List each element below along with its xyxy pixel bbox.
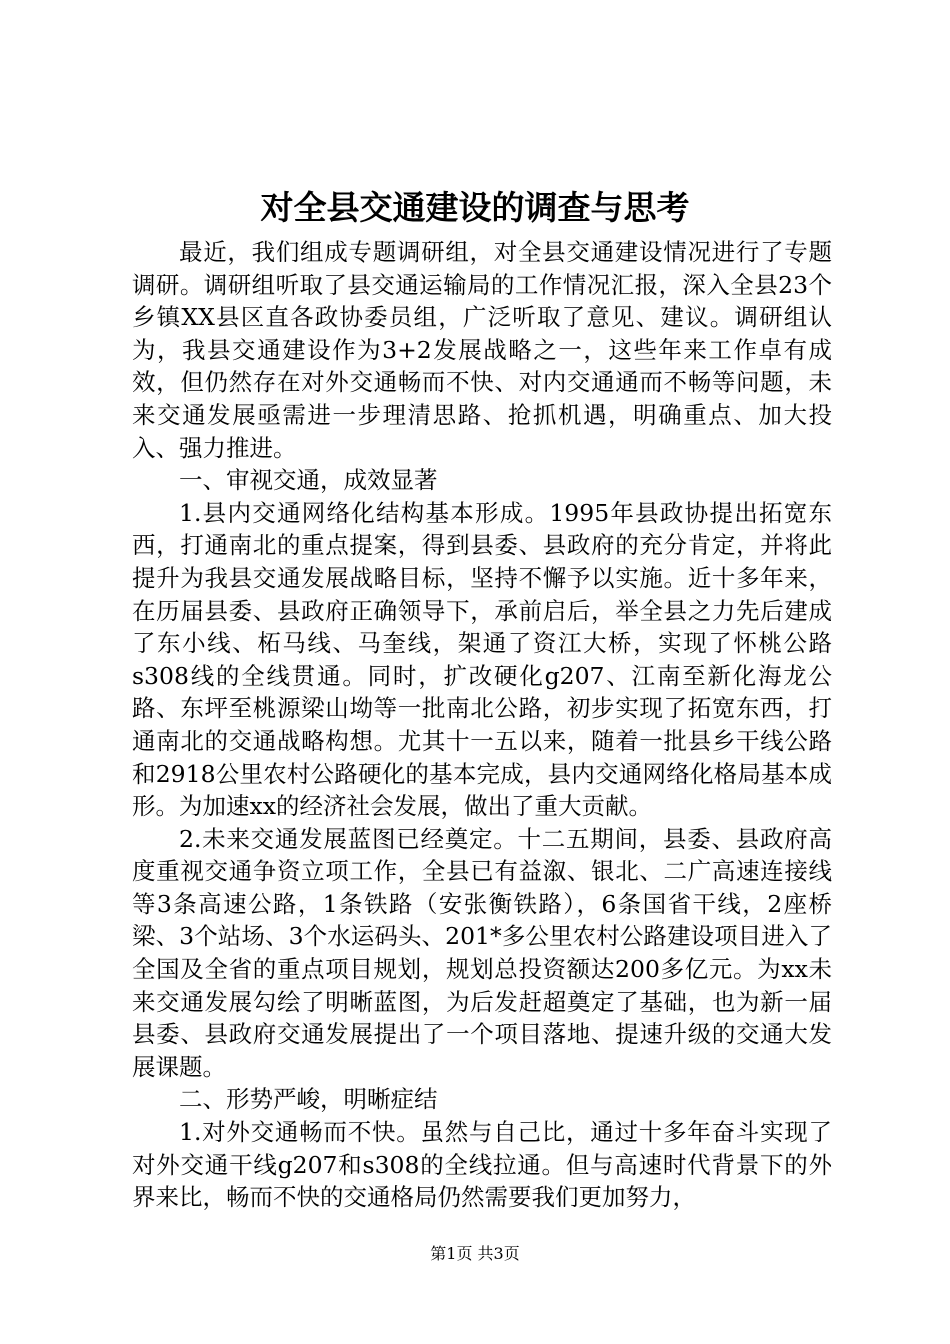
document-body	[132, 236, 832, 1214]
section-heading-2: 二、形势严峻，明晰症结	[179, 1085, 438, 1114]
page-footer: 第1页 共3页	[430, 1244, 520, 1263]
paragraph-1-1: 1.县内交通网络化结构基本形成。1995年县政协提出拓宽东西，打通南北的重点提案，得到县委、县政府的充分肯定，并将此提升为我县交通发展战略目标，坚持不懈予以实施。近十多年来，在历届县委、县政府正确领导下，承前启后，举全县之力先后建成了东小线、柘马线、马奎线，架通了资江大桥，实现了怀桃公路s308线的全线贯通。同时，扩改硬化g207、江南至新化海龙公路、东坪至桃源梁山坳等一批南北公路，初步实现了拓宽东西，打通南北的交通战略构想。尤其十一五以来，随着一批县乡干线公路和2918公里农村公路硬化的基本完成，县内交通网络化格局基本成形。为加速xx的经济社会发展，做出了重大贡献。	[132, 498, 832, 821]
document-title: 对全县交通建设的调查与思考	[260, 188, 690, 227]
paragraph-2-1: 1.对外交通畅而不快。虽然与自己比，通过十多年奋斗实现了对外交通干线g207和s308的全线拉通。但与高速时代背景下的外界来比，畅而不快的交通格局仍然需要我们更加努力，	[132, 1118, 832, 1212]
paragraph-1-2: 2.未来交通发展蓝图已经奠定。十二五期间，县委、县政府高度重视交通争资立项工作，全县已有益溆、银北、二广高速连接线等3条高速公路，1条铁路（安张衡铁路），6条国省干线，2座桥梁、3个站场、3个水运码头、201*多公里农村公路建设项目进入了全国及全省的重点项目规划，规划总投资额达200多亿元。为xx未来交通发展勾绘了明晰蓝图，为后发赶超奠定了基础，也为新一届县委、县政府交通发展提出了一个项目落地、提速升级的交通大发展课题。	[132, 824, 832, 1081]
paragraph-intro: 最近，我们组成专题调研组，对全县交通建设情况进行了专题调研。调研组听取了县交通运输局的工作情况汇报，深入全县23个乡镇XX县区直各政协委员组，广泛听取了意见、建议。调研组认为，我县交通建设作为3+2发展战略之一，这些年来工作卓有成效，但仍然存在对外交通畅而不快、对内交通通而不畅等问题，未来交通发展亟需进一步理清思路、抢抓机遇，明确重点、加大投入、强力推进。	[132, 238, 832, 462]
section-heading-1: 一、审视交通，成效显著	[179, 466, 438, 495]
